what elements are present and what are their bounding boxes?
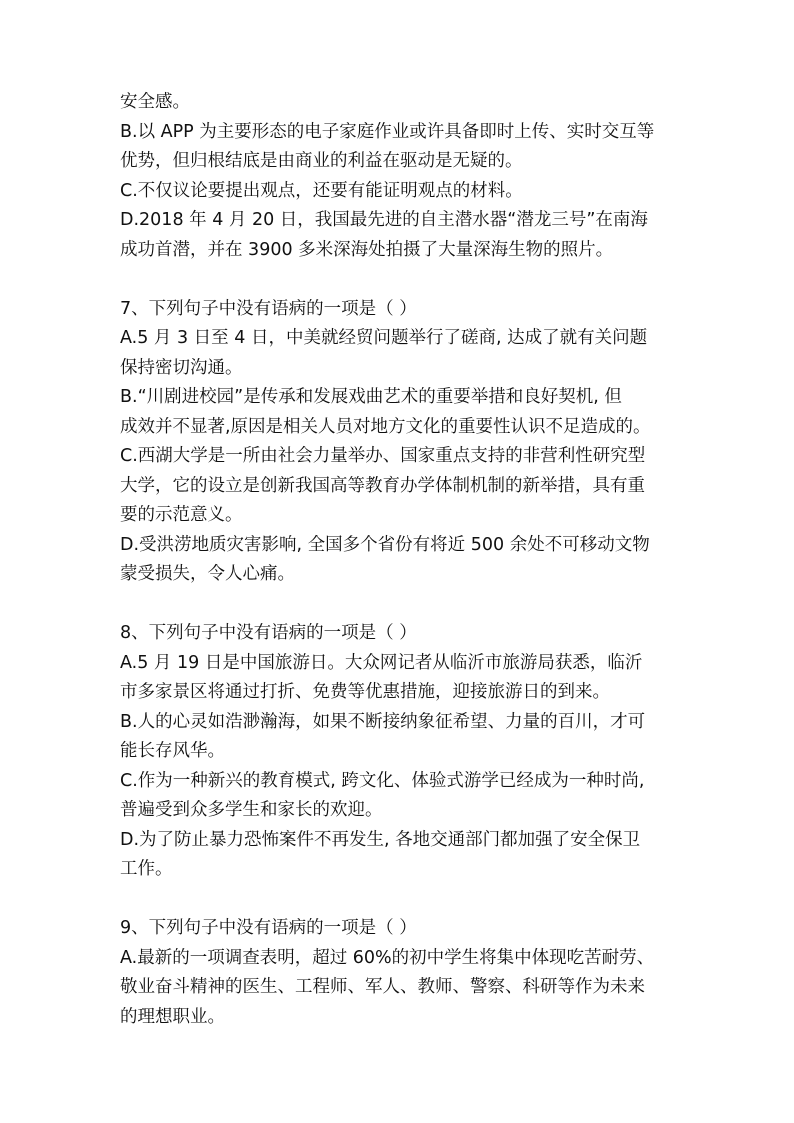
spacer [120,590,682,620]
option-c-line: C.西湖大学是一所由社会力量举办、国家重点支持的非营利性研究型 [120,446,646,466]
text-line: 安全感。 [120,92,190,112]
text-line: 大学，它的设立是创新我国高等教育办学体制机制的新举措，具有重 [120,475,645,496]
option-c-line: C.不仅议论要提出观点，还要有能证明观点的材料。 [120,180,523,201]
text-line: 蒙受损失，令人心痛。 [120,564,295,584]
option-a-line: A.5 月 3 日至 4 日，中美就经贸问题举行了磋商, 达成了就有关问题 [120,328,648,348]
option-d-line: D.为了防止暴力恐怖案件不再发生, 各地交通部门都加强了安全保卫 [120,829,641,850]
question-8-stem: 8、下列句子中没有语病的一项是（ ） [120,623,417,643]
document-page [120,88,682,1032]
option-d-line: D.受洪涝地质灾害影响, 全国多个省份有将近 500 余处不可移动文物 [120,534,650,555]
text-line: 市多家景区将通过打折、免费等优惠措施，迎接旅游日的到来。 [120,682,610,702]
option-c-line: C.作为一种新兴的教育模式, 跨文化、体验式游学已经成为一种时尚, [120,770,645,791]
option-b-line: B.人的心灵如浩渺瀚海，如果不断接纳象征希望、力量的百川，才可 [120,711,646,732]
text-line: 成功首潜，并在 3900 多米深海处拍摄了大量深海生物的照片。 [120,239,614,260]
text-line: 的理想职业。 [120,1006,225,1027]
text-line: 能长存风华。 [120,741,225,761]
question-7-stem: 7、下列句子中没有语病的一项是（ ） [120,298,417,319]
text-line: 敬业奋斗精神的医生、工程师、军人、教师、警察、科研等作为未来 [120,977,645,997]
text-line: 普遍受到众多学生和家长的欢迎。 [120,800,383,820]
question-9-stem: 9、下列句子中没有语病的一项是（ ） [120,918,417,938]
text-line: 工作。 [120,859,173,879]
text-line: 要的示范意义。 [120,505,243,525]
option-b-line: B.以 APP 为主要形态的电子家庭作业或许具备即时上传、实时交互等 [120,121,655,142]
option-a-line: A.5 月 19 日是中国旅游日。大众网记者从临沂市旅游局获悉，临沂 [120,652,643,673]
option-b-line: B.“川剧进校园”是传承和发展戏曲艺术的重要举措和良好契机, 但 [120,387,622,407]
option-d-line: D.2018 年 4 月 20 日，我国最先进的自主潜水器“潜龙三号”在南海 [120,210,648,230]
spacer [120,885,682,915]
text-line: 保持密切沟通。 [120,357,243,378]
text-line: 成效并不显著,原因是相关人员对地方文化的重要性认识不足造成的。 [120,416,651,437]
text-line: 优势，但归根结底是由商业的利益在驱动是无疑的。 [120,151,523,171]
spacer [120,265,682,295]
option-a-line: A.最新的一项调查表明，超过 60%的初中学生将集中体现吃苦耐劳、 [120,947,655,968]
